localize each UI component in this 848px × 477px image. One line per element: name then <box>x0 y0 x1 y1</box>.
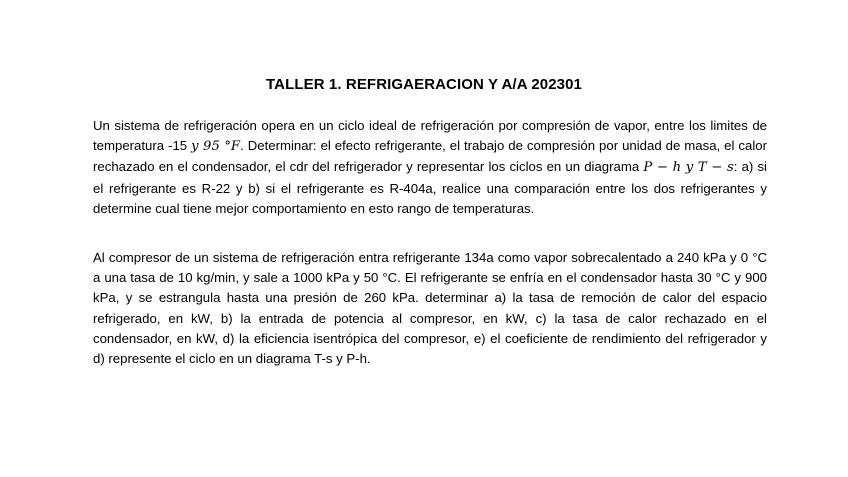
problem-1-text-a: Un sistema de refrigeración opera en un ciclo ideal de refrigeración por compresión de vapor, entre los limites de temperatura -15 <box>93 118 767 154</box>
problem-1-text-c: : a) si el refrigerante es R-22 y b) si el refrigerante es R-404a, realice una comparación entre los dos refrigerantes y determine cual tiene mejor comportamiento en esto rango de temperaturas. <box>93 159 767 216</box>
problem-1-paragraph <box>93 116 767 219</box>
document-title: TALLER 1. REFRIGAERACION Y A/A 202301 <box>266 76 582 93</box>
problem-1-text-b: . Determinar: el efecto refrigerante, el trabajo de compresión por unidad de masa, el calor rechazado en el condensador, el cdr del refrigerador y representar los ciclos en un diagrama <box>93 138 767 175</box>
problem-1-math-diagram: P − h y T − s <box>643 160 734 176</box>
problem-2-paragraph: Al compresor de un sistema de refrigeración entra refrigerante 134a como vapor sobrecalentado a 240 kPa y 0 °C a una tasa de 10 kg/min, y sale a 1000 kPa y 50 °C. El refrigerante se enfría en el condensador hasta 30 °C y 900 kPa, y se estrangula hasta una presión de 260 kPa. determinar a) la tasa de remoción de calor del espacio refrigerado, en kW, b) la entrada de potencia al compresor, en kW, c) la tasa de calor rechazado en el condensador, en kW, d) la eficiencia isentrópica del compresor, e) el coeficiente de rendimiento del refrigerador y d) represente el ciclo en un diagrama T-s y P-h. <box>93 250 767 367</box>
problem-1-math-temp: y 95 °F <box>191 139 241 155</box>
